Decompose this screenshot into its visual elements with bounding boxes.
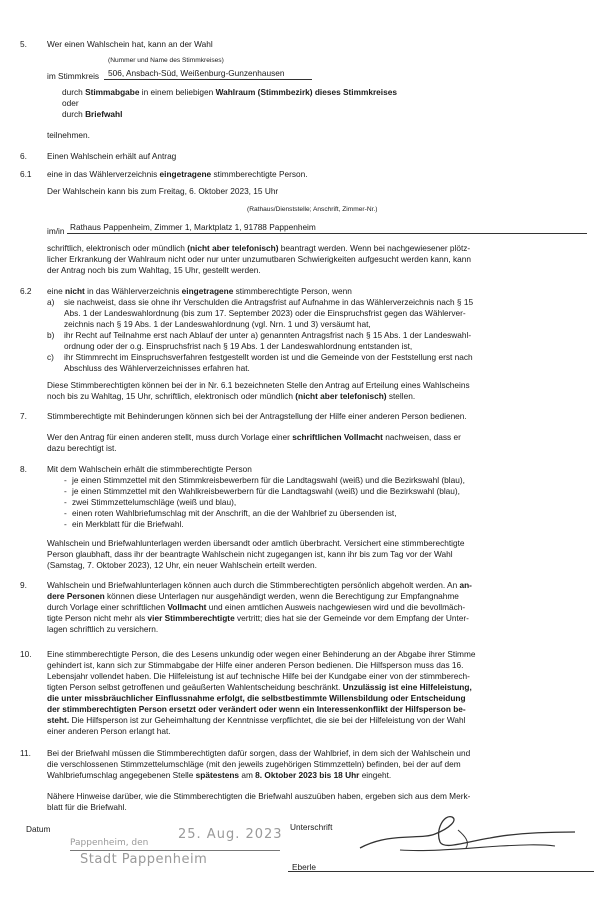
underline — [67, 233, 587, 234]
paragraph-line: die verschlossenen Stimmzettelumschläge (mit den jeweils zugehörigen Stimmzetteln) befinden, bei der auf dem — [47, 759, 461, 769]
stamp-city: Stadt Pappenheim — [80, 852, 208, 867]
paragraph: steht. Die Hilfsperson ist zur Geheimhaltung der Kenntnisse verpflichtet, die sie bei der Hilfeleistung von der Wahl — [47, 715, 466, 725]
list-item-line: ihr Stimmrecht im Einspruchsverfahren festgestellt worden ist und die Gemeinde von der Feststellung erst nach — [64, 352, 473, 362]
paragraph-line: der stimmberechtigten Person ersetzt oder verändert oder wenn ein Interessenkonflikt der Hilfsperson be- — [47, 704, 466, 714]
underline — [288, 871, 594, 872]
list-item: je einen Stimmzettel mit den Wahlkreisbewerbern für die Landtagswahl (weiß) und die Bezirkswahl (blau), — [72, 486, 460, 496]
paragraph: schriftlich, elektronisch oder mündlich (nicht aber telefonisch) beantragt werden. Wenn bei nachgewiesener plötz- — [47, 243, 471, 253]
list-item: zwei Stimmzettelumschläge (weiß und blau), — [72, 497, 237, 507]
section-intro: Mit dem Wahlschein erhält die stimmberechtigte Person — [47, 464, 252, 474]
paragraph-line: Bei der Briefwahl müssen die Stimmberechtigten dafür sorgen, dass der Wahlbrief, in dem sich der Wahlschein und — [47, 748, 471, 758]
deadline-text: Der Wahlschein kann bis zum Freitag, 6. Oktober 2023, 15 Uhr — [47, 186, 279, 196]
or-label: oder — [62, 98, 79, 108]
paragraph-line: licher Erkrankung der Wahlraum nicht oder nur unter unzumutbaren Schwierigkeiten aufgesucht werden kann, kann — [47, 254, 471, 264]
option-briefwahl: durch Briefwahl — [62, 109, 123, 119]
list-marker: a) — [47, 297, 55, 307]
datum-label: Datum — [26, 824, 51, 834]
section-number: 9. — [20, 580, 27, 590]
handwritten-signature — [340, 812, 590, 862]
field-prefix: im Stimmkreis — [47, 71, 100, 81]
section-end: teilnehmen. — [47, 130, 90, 140]
section-number: 6.2 — [20, 286, 32, 296]
paragraph: dere Personen können diese Unterlagen nur ausgehändigt werden, wenn die Berechtigung zur Empfangnahme — [47, 591, 459, 601]
paragraph: eine nicht in das Wählerverzeichnis eingetragene stimmberechtigte Person, wenn — [47, 286, 352, 296]
section-number: 10. — [20, 649, 32, 659]
list-item-line: sie nachweist, dass sie ohne ihr Verschulden die Antragsfrist auf Aufnahme in das Wählerverzeichnis nach § 15 — [64, 297, 474, 307]
section-number: 6.1 — [20, 169, 32, 179]
underline — [104, 79, 312, 80]
list-marker: c) — [47, 352, 54, 362]
stamp-place: Pappenheim, den — [70, 838, 149, 848]
paragraph-line: Nähere Hinweise darüber, wie die Stimmberechtigten die Briefwahl auszuüben haben, ergeben sich aus dem Merk- — [47, 791, 471, 801]
list-item: je einen Stimmzettel mit den Stimmkreisbewerbern für die Landtagswahl (weiß) und die Bezirkswahl (blau), — [72, 475, 465, 485]
paragraph-line: lagen schriftlich zu versichern. — [47, 624, 159, 634]
stamp-date: 25. Aug. 2023 — [178, 827, 283, 842]
list-item: einen roten Wahlbriefumschlag mit der Anschrift, an die der Wahlbrief zu übersenden ist, — [72, 508, 397, 518]
list-item-line: Abschluss des Wählerverzeichnisses erfahren hat. — [64, 363, 250, 373]
field-prefix: im/in — [47, 226, 65, 236]
paragraph-line: der Antrag noch bis zum Wahltag, 15 Uhr, gestellt werden. — [47, 265, 261, 275]
bullet: - — [64, 486, 67, 496]
paragraph-line: blatt für die Briefwahl. — [47, 802, 127, 812]
list-item-line: Abs. 1 der Landeswahlordnung (bis zum 17. September 2023) oder die Einspruchsfrist gegen das Wählerver- — [64, 308, 466, 318]
signer-name: Eberle — [292, 862, 316, 872]
list-item-line: zeichnis nach § 19 Abs. 1 der Landeswahlordnung (vgl. Nrn. 1 und 3) versäumt hat, — [64, 319, 371, 329]
paragraph: durch Vorlage einer schriftlichen Vollmacht und einen amtlichen Ausweis nachgewiesen wird und die bevollmäch- — [47, 602, 466, 612]
paragraph-line: Diese Stimmberechtigten können bei der in Nr. 6.1 bezeichneten Stelle den Antrag auf Erteilung eines Wahlscheins — [47, 380, 470, 390]
section-6-text: Einen Wahlschein erhält auf Antrag — [47, 151, 177, 161]
section-number: 5. — [20, 39, 27, 49]
bullet: - — [64, 508, 67, 518]
section-number: 6. — [20, 151, 27, 161]
bullet: - — [64, 475, 67, 485]
section-number: 7. — [20, 411, 27, 421]
paragraph-line: Stimmberechtigte mit Behinderungen können sich bei der Antragstellung der Hilfe einer anderen Person bedienen. — [47, 411, 467, 421]
field-caption: (Nummer und Name des Stimmkreises) — [108, 57, 224, 64]
paragraph: Wer den Antrag für einen anderen stellt, muss durch Vorlage einer schriftlichen Vollmacht nachweisen, dass er — [47, 432, 461, 442]
paragraph-line: dazu berechtigt ist. — [47, 443, 117, 453]
stimmkreis-value: 506, Ansbach-Süd, Weißenburg-Gunzenhausen — [108, 68, 285, 78]
signature-label: Unterschrift — [290, 822, 333, 832]
paragraph: Wahlbriefumschlag angegebenen Stelle spätestens am 8. Oktober 2023 bis 18 Uhr eingeht. — [47, 770, 392, 780]
list-item: ein Merkblatt für die Briefwahl. — [72, 519, 184, 529]
underline — [70, 850, 280, 851]
list-marker: b) — [47, 330, 55, 340]
option-stimmabgabe: durch Stimmabgabe in einem beliebigen Wahlraum (Stimmbezirk) dieses Stimmkreises — [62, 87, 397, 97]
paragraph: tigte Person nicht mehr als vier Stimmberechtigte vertritt; dies hat sie der Gemeinde vor dem Empfang der Unter- — [47, 613, 469, 623]
paragraph-line: (Samstag, 7. Oktober 2023), 12 Uhr, ein neuer Wahlschein erteilt werden. — [47, 560, 317, 570]
paragraph: Wahlschein und Briefwahlunterlagen können auch durch die Stimmberechtigten persönlich abgeholt werden. An an- — [47, 580, 472, 590]
office-value: Rathaus Pappenheim, Zimmer 1, Marktplatz 1, 91788 Pappenheim — [70, 222, 316, 232]
bullet: - — [64, 519, 67, 529]
paragraph: noch bis zu Wahltag, 15 Uhr, schriftlich, elektronisch oder mündlich (nicht aber telefonisch) stellen. — [47, 391, 416, 401]
list-item-line: ihr Recht auf Teilnahme erst nach Ablauf der unter a) genannten Antragsfrist nach § 15 Abs. 1 der Landeswahl- — [64, 330, 472, 340]
paragraph-line: Eine stimmberechtigte Person, die des Lesens unkundig oder wegen einer Behinderung an der Abgabe ihrer Stimme — [47, 649, 476, 659]
paragraph-line: einer anderen Person erlangt hat. — [47, 726, 171, 736]
bullet: - — [64, 497, 67, 507]
list-item-line: ordnung oder der o.g. Einspruchsfrist nach § 19 Abs. 1 der Landeswahlordnung entstanden ist, — [64, 341, 413, 351]
paragraph-line: die unter missbräuchlicher Einflussnahme erfolgt, die selbstbestimmte Willensbildung oder Entscheidung — [47, 693, 466, 703]
paragraph-line: gehindert ist, kann sich zur Stimmabgabe der Hilfe einer anderen Person bedienen. Die Hilfsperson muss das 16. — [47, 660, 464, 670]
field-caption: (Rathaus/Dienststelle; Anschrift, Zimmer-Nr.) — [247, 206, 378, 213]
paragraph: eine in das Wählerverzeichnis eingetragene stimmberechtigte Person. — [47, 169, 308, 179]
paragraph: tigten Person selbst getroffenen und geäußerten Wahlentscheidung beschränkt. Unzulässig ist eine Hilfeleistung, — [47, 682, 472, 692]
paragraph-line: Wahlschein und Briefwahlunterlagen werden übersandt oder amtlich überbracht. Versichert eine stimmberechtigte — [47, 538, 465, 548]
section-number: 11. — [20, 748, 31, 758]
paragraph-line: Lebensjahr vollendet haben. Die Hilfeleistung ist auf technische Hilfe bei der Kundgabe einer von der stimmberech- — [47, 671, 470, 681]
section-number: 8. — [20, 464, 27, 474]
paragraph-line: Person glaubhaft, dass ihr der beantragte Wahlschein nicht zugegangen ist, kann ihr bis zum Tag vor der Wahl — [47, 549, 453, 559]
section-intro: Wer einen Wahlschein hat, kann an der Wahl — [47, 39, 213, 49]
